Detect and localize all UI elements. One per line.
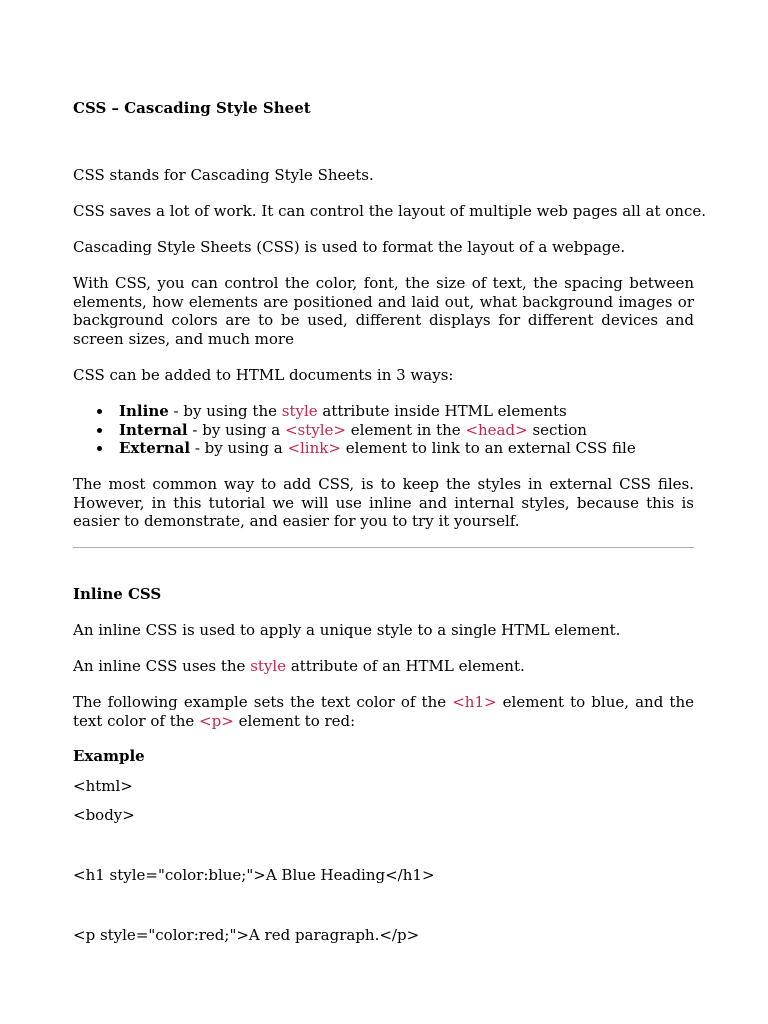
inline-paragraph-1: An inline CSS is used to apply a unique style to a single HTML element.: [73, 621, 621, 639]
inline-css-heading: Inline CSS: [73, 585, 162, 603]
code-snippet: <link>: [287, 439, 341, 457]
list-item-inline: Inline - by using the style attribute inside HTML elements: [73, 402, 694, 421]
inline-paragraph-2: An inline CSS uses the style attribute of an HTML element.: [73, 657, 525, 675]
inline-paragraph-3: The following example sets the text color of the <h1> element to blue, and the text color of the <p> element to red:: [73, 693, 694, 730]
term: External: [119, 439, 191, 457]
code-snippet: style: [281, 402, 318, 420]
intro-paragraph-3: Cascading Style Sheets (CSS) is used to format the layout of a webpage.: [73, 238, 626, 256]
intro-paragraph-2: CSS saves a lot of work. It can control the layout of multiple web pages all at once.: [73, 202, 707, 220]
common-paragraph: The most common way to add CSS, is to keep the styles in external CSS files. However, in this tutorial we will use inline and internal styles, because this is easier to demonstrate, and easier for you to try it yourself.: [73, 475, 694, 530]
code-snippet: style: [250, 657, 287, 675]
code-snippet: <style>: [284, 420, 346, 439]
list-item-internal: Internal - by using a <style> element in the <head> section: [73, 421, 694, 440]
code-snippet: <head>: [465, 420, 528, 439]
ways-list: [73, 402, 694, 458]
horizontal-divider: [73, 547, 694, 548]
intro-paragraph-4: With CSS, you can control the color, font, the size of text, the spacing between elements, how elements are positioned and laid out, what background images or background colors are to be used, different displays for different devices and screen sizes, and much more: [73, 274, 694, 348]
code-line: <p style="color:red;">A red paragraph.</p>: [73, 926, 420, 944]
example-label: Example: [73, 747, 145, 765]
code-snippet: <p>: [199, 711, 234, 730]
page-title: CSS – Cascading Style Sheet: [73, 99, 311, 117]
term: Inline: [119, 402, 169, 420]
code-snippet: <h1>: [452, 693, 497, 711]
term: Internal: [119, 420, 188, 439]
code-line: <body>: [73, 806, 135, 824]
code-line: <html>: [73, 777, 133, 795]
intro-paragraph-1: CSS stands for Cascading Style Sheets.: [73, 166, 374, 184]
code-line: <h1 style="color:blue;">A Blue Heading</h1>: [73, 866, 435, 884]
intro-paragraph-5: CSS can be added to HTML documents in 3 ways:: [73, 366, 454, 384]
list-item-external: External - by using a <link> element to link to an external CSS file: [73, 439, 694, 458]
